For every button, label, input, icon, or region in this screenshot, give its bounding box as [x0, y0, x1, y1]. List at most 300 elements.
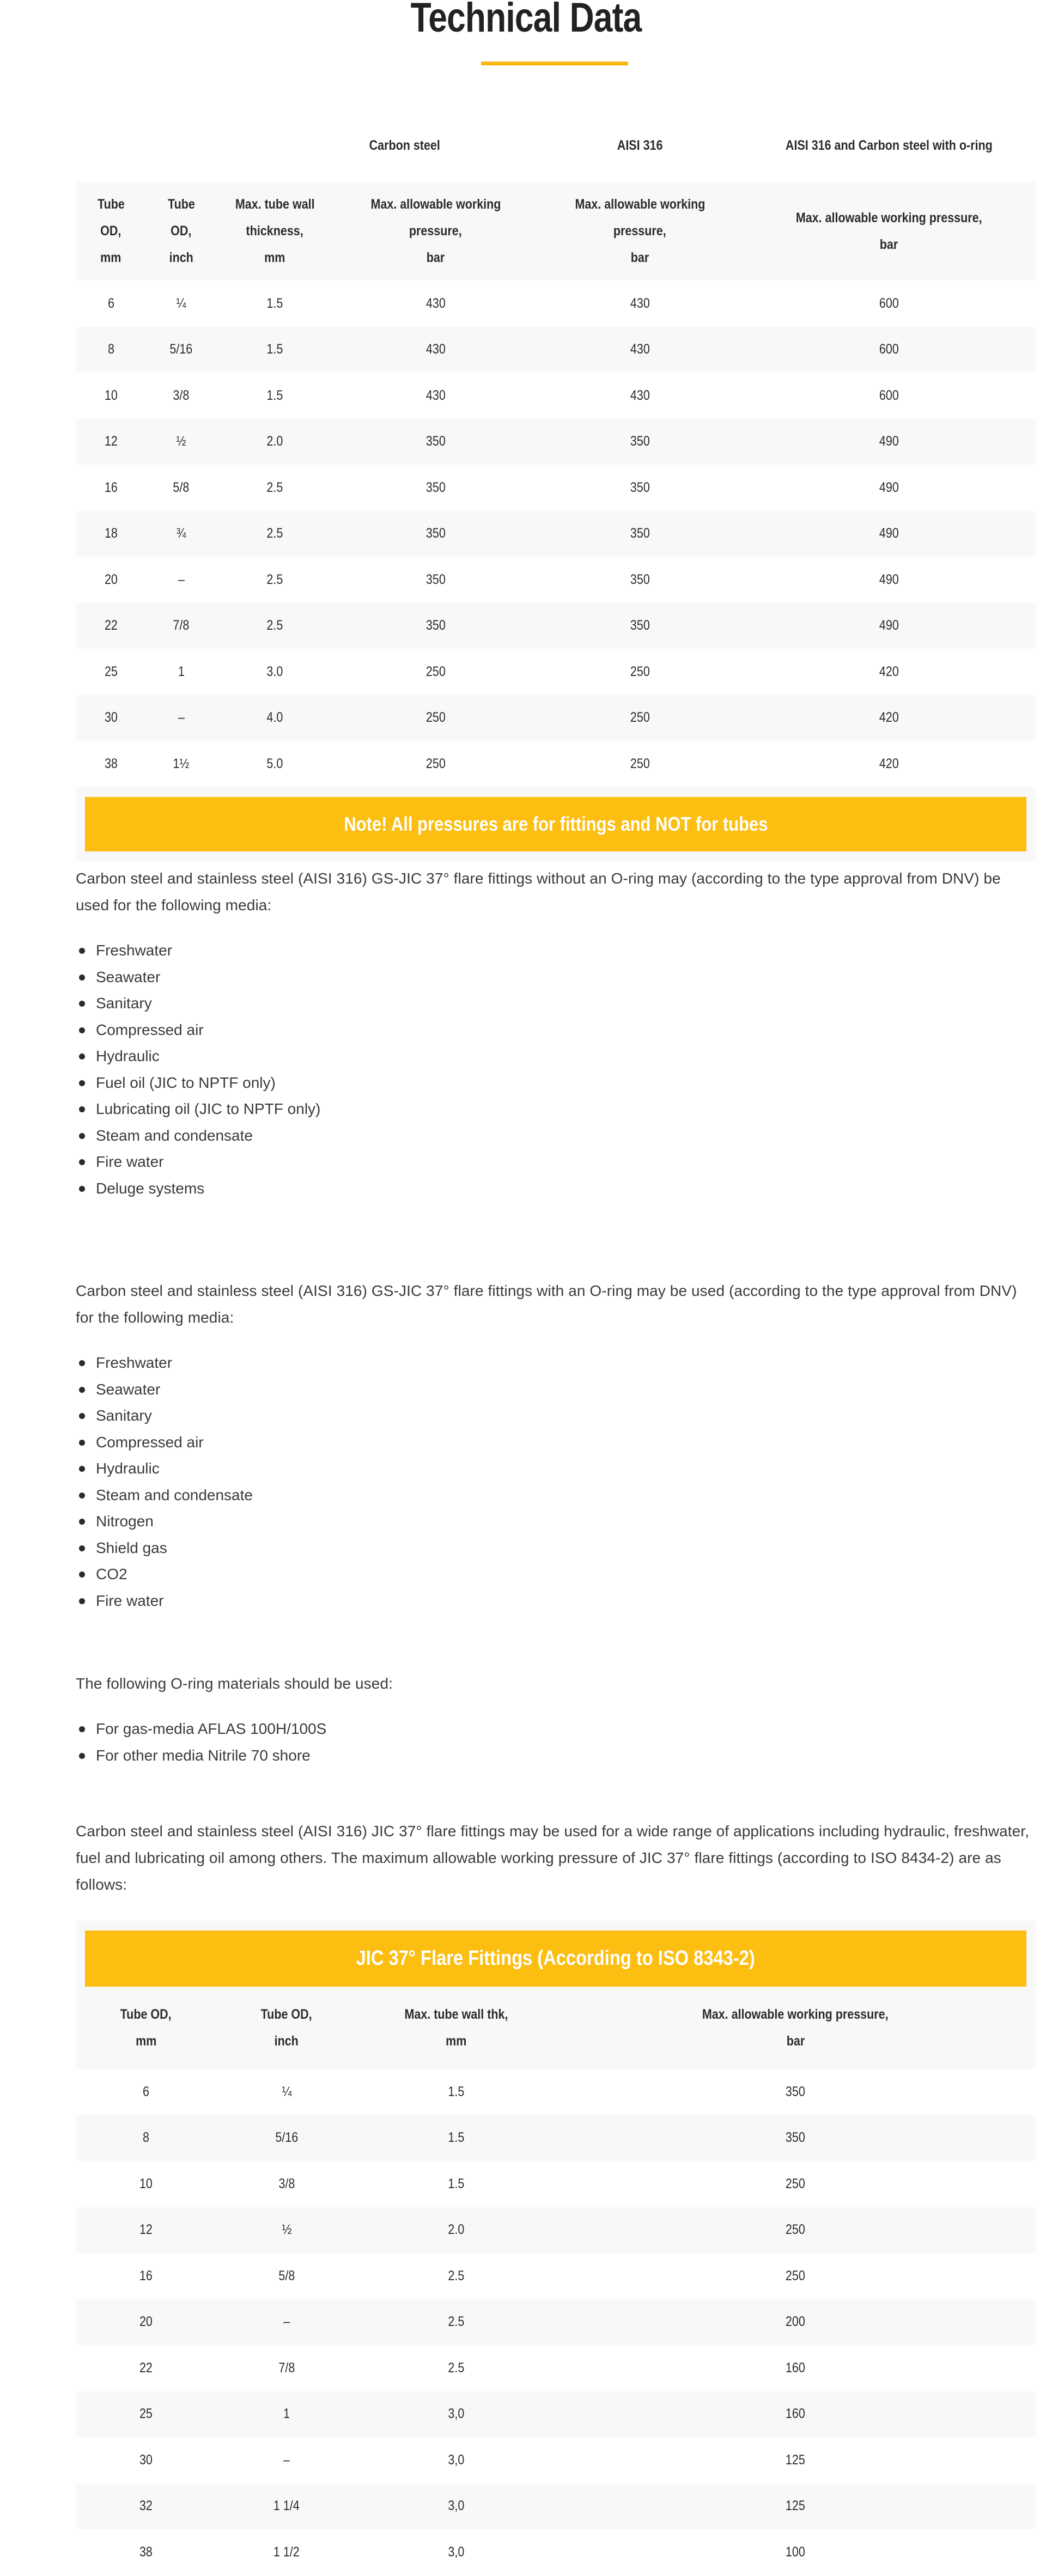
cell-value: 12	[104, 434, 118, 449]
table-cell	[742, 511, 1036, 557]
table-cell	[333, 649, 538, 695]
column-header-line: bar	[426, 250, 445, 265]
table-cell	[76, 2253, 216, 2299]
media-with-oring-text: Carbon steel and stainless steel (AISI 316) GS-JIC 37° flare fittings with an O-ring may be used (according to the type approval from DNV) for the following media:	[76, 1282, 1017, 1326]
column-header-row	[76, 182, 1036, 281]
cell-value: 2.5	[448, 2268, 464, 2283]
column-header-line: pressure,	[409, 223, 462, 239]
cell-value: ¼	[176, 295, 186, 311]
table-cell	[76, 465, 146, 511]
list-item: Fire water	[76, 1588, 1036, 1615]
table-cell	[146, 649, 216, 695]
list-item: Steam and condensate	[76, 1482, 1036, 1509]
cell-value: 350	[425, 479, 446, 495]
table-cell	[742, 557, 1036, 603]
table-cell	[76, 2115, 216, 2161]
cell-value: 350	[425, 618, 446, 634]
list-item: Steam and condensate	[76, 1123, 1036, 1149]
column-header-line: bar	[786, 2033, 805, 2049]
jic-table-section	[76, 1921, 1036, 2575]
table-cell	[146, 511, 216, 557]
table-cell	[555, 2529, 1036, 2575]
cell-value: 2.5	[266, 618, 283, 634]
list-item: Freshwater	[76, 1350, 1036, 1377]
cell-value: 16	[104, 479, 118, 495]
table-cell	[555, 2391, 1036, 2438]
list-item: Sanitary	[76, 990, 1036, 1017]
table-cell	[216, 2529, 357, 2575]
column-header-line: Max. tube wall	[235, 197, 315, 212]
media-with-oring-section	[76, 1277, 1036, 1614]
table-cell	[333, 419, 538, 465]
jic-banner-box	[76, 1921, 1036, 1987]
cell-value: 6	[143, 2084, 149, 2099]
list-item: Compressed air	[76, 1017, 1036, 1044]
table-cell	[555, 2253, 1036, 2299]
table-cell	[555, 2115, 1036, 2161]
table-cell	[216, 2161, 357, 2207]
cell-value: 430	[425, 387, 446, 403]
list-item: CO2	[76, 1561, 1036, 1588]
cell-value: 350	[786, 2130, 805, 2146]
list-item: Nitrogen	[76, 1508, 1036, 1535]
jic-column-header-row	[76, 1987, 1036, 2069]
column-header	[333, 182, 538, 281]
list-item: Sanitary	[76, 1403, 1036, 1429]
column-header-line: mm	[100, 250, 121, 265]
cell-value: 1	[178, 663, 185, 679]
cell-value: 430	[630, 295, 650, 311]
table-row	[76, 2437, 1036, 2483]
table-cell	[357, 2299, 555, 2346]
group-header-carbon-steel: Carbon steel	[216, 109, 538, 182]
table-cell	[538, 649, 742, 695]
cell-value: 2.5	[448, 2360, 464, 2376]
table-row	[76, 2253, 1036, 2299]
table-cell	[76, 2069, 216, 2115]
table-cell	[216, 557, 333, 603]
table-cell	[146, 465, 216, 511]
table-cell	[357, 2115, 555, 2161]
cell-value: 250	[786, 2222, 805, 2238]
column-header-line: inch	[169, 250, 193, 265]
cell-value: 12	[139, 2222, 153, 2238]
table-cell	[216, 327, 333, 373]
column-header-line: bar	[630, 250, 649, 265]
table-cell	[538, 281, 742, 327]
table-row	[76, 2299, 1036, 2346]
table-cell	[357, 2253, 555, 2299]
table-cell	[333, 511, 538, 557]
table-cell	[216, 2207, 357, 2254]
cell-value: 600	[879, 342, 899, 357]
cell-value: ½	[176, 434, 186, 449]
cell-value: 350	[425, 434, 446, 449]
media-without-oring-section	[76, 865, 1036, 1202]
column-header-line: Tube	[97, 197, 125, 212]
column-header-line: OD,	[171, 223, 192, 239]
table-cell	[333, 327, 538, 373]
cell-value: 1.5	[266, 342, 283, 357]
cell-value: 160	[786, 2406, 805, 2422]
cell-value: 2.5	[448, 2314, 464, 2330]
cell-value: 5/8	[173, 479, 190, 495]
list-item: Hydraulic	[76, 1456, 1036, 1482]
jic-intro-section	[76, 1818, 1036, 1898]
cell-value: 2.0	[448, 2222, 464, 2238]
cell-value: 350	[630, 618, 650, 634]
cell-value: 350	[630, 526, 650, 541]
cell-value: 490	[879, 434, 899, 449]
cell-value: 3.0	[266, 663, 283, 679]
column-header-line: Tube OD,	[120, 2006, 172, 2022]
table-cell	[742, 695, 1036, 741]
list-item: Lubricating oil (JIC to NPTF only)	[76, 1096, 1036, 1123]
cell-value: 1½	[173, 756, 190, 771]
table-row	[76, 373, 1036, 419]
table-row	[76, 741, 1036, 787]
table-cell	[216, 419, 333, 465]
table-cell	[146, 557, 216, 603]
table-cell	[333, 695, 538, 741]
column-header-line: Tube OD,	[261, 2006, 312, 2022]
cell-value: 250	[630, 710, 650, 726]
cell-value: 38	[104, 756, 118, 771]
table-row	[76, 649, 1036, 695]
table-cell	[357, 2529, 555, 2575]
table-cell	[216, 2437, 357, 2483]
table-row	[76, 419, 1036, 465]
table-cell	[742, 419, 1036, 465]
cell-value: 2.0	[266, 434, 283, 449]
table-cell	[555, 2161, 1036, 2207]
note-banner: Note! All pressures are for fittings and NOT for tubes	[85, 797, 1026, 851]
table-cell	[742, 741, 1036, 787]
column-header-line: mm	[135, 2033, 157, 2049]
table-row	[76, 2161, 1036, 2207]
cell-value: 38	[139, 2544, 153, 2560]
jic-banner: JIC 37° Flare Fittings (According to ISO 8343-2)	[85, 1931, 1026, 1987]
media-without-oring-list	[76, 937, 1036, 1202]
cell-value: 20	[104, 571, 118, 587]
cell-value: 3,0	[448, 2544, 464, 2560]
cell-value: 250	[630, 756, 650, 771]
group-header-aisi-316: AISI 316	[538, 109, 742, 182]
cell-value: 1.5	[266, 387, 283, 403]
group-header-aisi-316-oring: AISI 316 and Carbon steel with o-ring	[742, 109, 1036, 182]
list-item: Freshwater	[76, 937, 1036, 964]
table-cell	[357, 2391, 555, 2438]
table-cell	[146, 373, 216, 419]
table-row	[76, 557, 1036, 603]
table-cell	[538, 419, 742, 465]
column-header	[538, 182, 742, 281]
oring-materials-list	[76, 1716, 1036, 1769]
column-header-line: Max. allowable working pressure,	[795, 210, 982, 226]
table-cell	[216, 2253, 357, 2299]
cell-value: 250	[630, 663, 650, 679]
cell-value: 5/8	[278, 2268, 295, 2283]
cell-value: 250	[786, 2176, 805, 2191]
cell-value: 3,0	[448, 2406, 464, 2422]
group-header	[146, 109, 216, 182]
table-cell	[216, 649, 333, 695]
cell-value: 200	[786, 2314, 805, 2330]
cell-value: 8	[143, 2130, 149, 2146]
table-cell	[216, 2299, 357, 2346]
oring-materials-text: The following O-ring materials should be used:	[76, 1675, 393, 1692]
column-header	[76, 182, 146, 281]
table-cell	[333, 603, 538, 649]
table-cell	[76, 649, 146, 695]
cell-value: 6	[107, 295, 114, 311]
cell-value: 350	[630, 479, 650, 495]
cell-value: –	[283, 2314, 290, 2330]
table-row	[76, 511, 1036, 557]
column-header	[76, 1987, 216, 2069]
cell-value: 30	[104, 710, 118, 726]
column-header	[216, 182, 333, 281]
table-cell	[333, 465, 538, 511]
cell-value: 2.5	[266, 526, 283, 541]
table-cell	[357, 2437, 555, 2483]
table-row	[76, 2069, 1036, 2115]
table-cell	[76, 603, 146, 649]
cell-value: ¼	[282, 2084, 291, 2099]
table-cell	[555, 2483, 1036, 2530]
column-header	[357, 1987, 555, 2069]
cell-value: 350	[425, 571, 446, 587]
cell-value: –	[178, 710, 185, 726]
cell-value: 10	[104, 387, 118, 403]
cell-value: 600	[879, 387, 899, 403]
table-row	[76, 2391, 1036, 2438]
cell-value: 30	[139, 2452, 153, 2468]
table-cell	[333, 281, 538, 327]
cell-value: 125	[786, 2452, 805, 2468]
table-row	[76, 2115, 1036, 2161]
table-cell	[333, 557, 538, 603]
cell-value: 5/16	[275, 2130, 298, 2146]
cell-value: 490	[879, 618, 899, 634]
column-header	[555, 1987, 1036, 2069]
table-cell	[216, 465, 333, 511]
table-cell	[76, 557, 146, 603]
cell-value: 20	[139, 2314, 153, 2330]
column-header-line: Max. allowable working	[575, 197, 705, 212]
table-cell	[76, 2161, 216, 2207]
cell-value: 350	[630, 434, 650, 449]
table-row	[76, 695, 1036, 741]
table-row	[76, 465, 1036, 511]
column-header	[742, 182, 1036, 281]
cell-value: 1.5	[448, 2084, 464, 2099]
table-cell	[76, 2345, 216, 2391]
cell-value: 250	[425, 710, 446, 726]
table-cell	[146, 419, 216, 465]
column-header	[216, 1987, 357, 2069]
column-header-line: pressure,	[613, 223, 666, 239]
table-cell	[555, 2069, 1036, 2115]
cell-value: 430	[425, 295, 446, 311]
cell-value: 3/8	[278, 2176, 295, 2191]
table-cell	[216, 2115, 357, 2161]
table-cell	[216, 373, 333, 419]
list-item: Shield gas	[76, 1535, 1036, 1562]
cell-value: 7/8	[278, 2360, 295, 2376]
cell-value: 3,0	[448, 2498, 464, 2514]
cell-value: 250	[425, 663, 446, 679]
page-title: Technical Data	[410, 0, 642, 41]
table-cell	[216, 741, 333, 787]
table-cell	[357, 2483, 555, 2530]
pressure-table	[76, 109, 1036, 787]
column-header-line: OD,	[100, 223, 121, 239]
table-cell	[538, 603, 742, 649]
column-header-line: thickness,	[246, 223, 304, 239]
group-header-row	[76, 109, 1036, 182]
table-cell	[555, 2299, 1036, 2346]
cell-value: 1	[283, 2406, 290, 2422]
list-item: Fuel oil (JIC to NPTF only)	[76, 1070, 1036, 1097]
table-cell	[76, 373, 146, 419]
table-cell	[333, 741, 538, 787]
table-row	[76, 603, 1036, 649]
cell-value: 490	[879, 479, 899, 495]
table-cell	[538, 695, 742, 741]
cell-value: 250	[425, 756, 446, 771]
cell-value: 350	[630, 571, 650, 587]
cell-value: –	[178, 571, 185, 587]
cell-value: ¾	[176, 526, 186, 541]
column-header-line: Max. tube wall thk,	[404, 2006, 508, 2022]
cell-value: 490	[879, 571, 899, 587]
table-cell	[555, 2345, 1036, 2391]
cell-value: 430	[630, 342, 650, 357]
cell-value: 8	[107, 342, 114, 357]
table-cell	[146, 327, 216, 373]
table-cell	[538, 373, 742, 419]
table-cell	[742, 465, 1036, 511]
table-cell	[555, 2437, 1036, 2483]
column-header-line: mm	[445, 2033, 467, 2049]
table-cell	[742, 649, 1036, 695]
table-cell	[538, 741, 742, 787]
cell-value: 4.0	[266, 710, 283, 726]
cell-value: 32	[139, 2498, 153, 2514]
list-item: Deluge systems	[76, 1176, 1036, 1202]
column-header-line: inch	[274, 2033, 299, 2049]
cell-value: 420	[879, 756, 899, 771]
cell-value: 600	[879, 295, 899, 311]
table-cell	[76, 281, 146, 327]
table-cell	[216, 2391, 357, 2438]
table-cell	[76, 2483, 216, 2530]
cell-value: 5.0	[266, 756, 283, 771]
cell-value: 5/16	[169, 342, 193, 357]
cell-value: 350	[786, 2084, 805, 2099]
jic-table	[76, 1987, 1036, 2575]
note-box	[76, 787, 1036, 861]
table-row	[76, 2207, 1036, 2254]
cell-value: ½	[282, 2222, 291, 2238]
column-header-line: Max. allowable working pressure,	[702, 2006, 889, 2022]
oring-materials-section	[76, 1670, 1036, 1769]
cell-value: 420	[879, 663, 899, 679]
column-header-line: Tube	[167, 197, 195, 212]
table-cell	[357, 2207, 555, 2254]
pressure-table-body	[76, 281, 1036, 787]
cell-value: 18	[104, 526, 118, 541]
title-underline	[481, 62, 628, 65]
list-item: Compressed air	[76, 1429, 1036, 1456]
cell-value: 1.5	[448, 2130, 464, 2146]
table-cell	[333, 373, 538, 419]
table-cell	[216, 281, 333, 327]
list-item: Seawater	[76, 1377, 1036, 1403]
cell-value: 250	[786, 2268, 805, 2283]
table-cell	[76, 2391, 216, 2438]
table-cell	[76, 2529, 216, 2575]
cell-value: 1.5	[448, 2176, 464, 2191]
table-cell	[76, 419, 146, 465]
pressure-table-section	[76, 109, 1036, 861]
cell-value: 3/8	[173, 387, 190, 403]
table-cell	[76, 2437, 216, 2483]
table-cell	[146, 281, 216, 327]
table-row	[76, 281, 1036, 327]
table-cell	[216, 603, 333, 649]
table-cell	[146, 741, 216, 787]
cell-value: 22	[139, 2360, 153, 2376]
table-cell	[146, 695, 216, 741]
list-item: Fire water	[76, 1149, 1036, 1176]
table-cell	[76, 741, 146, 787]
table-cell	[538, 557, 742, 603]
table-cell	[216, 695, 333, 741]
table-cell	[538, 511, 742, 557]
media-with-oring-list	[76, 1350, 1036, 1614]
cell-value: 490	[879, 526, 899, 541]
cell-value: 160	[786, 2360, 805, 2376]
table-cell	[216, 2345, 357, 2391]
cell-value: 22	[104, 618, 118, 634]
cell-value: 430	[425, 342, 446, 357]
table-cell	[742, 327, 1036, 373]
column-header-line: bar	[879, 236, 898, 252]
cell-value: –	[283, 2452, 290, 2468]
group-header	[76, 109, 146, 182]
cell-value: 420	[879, 710, 899, 726]
cell-value: 1.5	[266, 295, 283, 311]
cell-value: 25	[104, 663, 118, 679]
table-cell	[216, 2483, 357, 2530]
table-cell	[216, 2069, 357, 2115]
table-cell	[216, 511, 333, 557]
cell-value: 2.5	[266, 571, 283, 587]
jic-table-body	[76, 2069, 1036, 2575]
cell-value: 10	[139, 2176, 153, 2191]
table-cell	[538, 465, 742, 511]
cell-value: 3,0	[448, 2452, 464, 2468]
table-cell	[357, 2069, 555, 2115]
table-row	[76, 2483, 1036, 2530]
cell-value: 100	[786, 2544, 805, 2560]
table-cell	[76, 511, 146, 557]
table-cell	[146, 603, 216, 649]
cell-value: 16	[139, 2268, 153, 2283]
table-cell	[742, 603, 1036, 649]
